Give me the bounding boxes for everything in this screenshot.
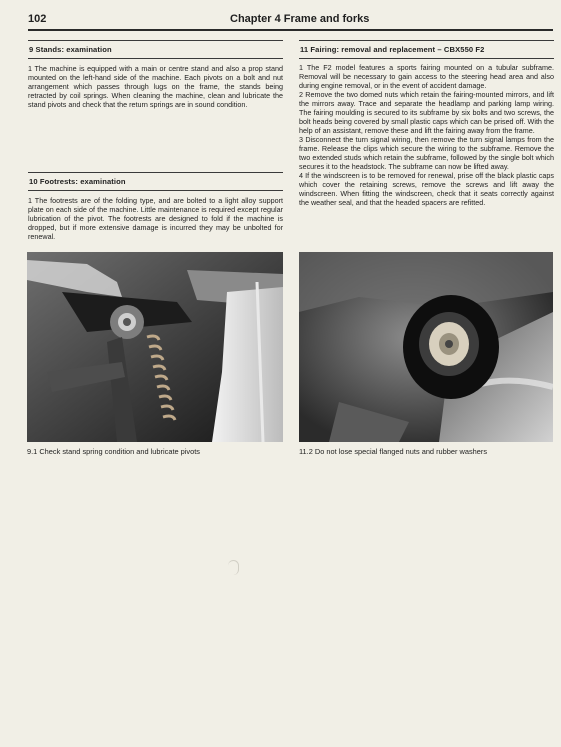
section-rule [299,58,554,59]
paragraph: 2 Remove the two domed nuts which retain the fairing-mounted mirrors, and lift the mirrors away. Trace and separate the headlamp and parking lamp wiring. The fairing moulding is secured to its subframe by six bolts and two screws, the bolt heads being covered by small plastic caps which can be prised off. With the help of an assistant, remove these and lift the fairing away from the frame. [299,90,554,135]
paragraph: 1 The machine is equipped with a main or centre stand and also a prop stand mounted on the left-hand side of the machine. Each pivots on a bolt and nut arrangement which passes through lugs on the frame, the stands being retracted by coil springs. When cleaning the machine, clean and lubricate the stand pivots and check that the return springs are in sound condition. [28,64,283,109]
section-fairing [299,40,554,207]
section-rule [28,58,283,59]
photo-flanged-nut [299,252,553,442]
section-title: 9 Stands: examination [29,45,112,54]
paragraph: 1 The F2 model features a sports fairing mounted on a tubular subframe. Removal will be necessary to gain access to the steering head area and also during engine removal, or in the event of accident damage. [299,63,554,90]
figure-caption: 9.1 Check stand spring condition and lubricate pivots [27,447,200,456]
chapter-title: Chapter 4 Frame and forks [230,13,370,25]
section-title: 10 Footrests: examination [29,177,126,186]
section-footrests [28,172,283,241]
paper-mark [228,560,239,575]
header-rule [28,29,553,31]
stand-spring-illustration [27,252,283,442]
photo-stand-spring [27,252,283,442]
paragraph: 4 If the windscreen is to be removed for renewal, prise off the black plastic caps which cover the retaining screws, remove the screws and lift away the windscreen. When fitting the windscreen, check that it seats correctly against the weather seal, and that the headed spacers are refitted. [299,171,554,207]
figure-caption: 11.2 Do not lose special flanged nuts and rubber washers [299,447,488,456]
flanged-nut-illustration [299,252,553,442]
section-stands [28,40,283,109]
page-number: 102 [28,13,47,25]
section-rule [28,190,283,191]
paragraph: 3 Disconnect the turn signal wiring, then remove the turn signal lamps from the frame. Release the clips which secure the wiring to the subframe. Remove the two extended studs which retain the subframe, followed by the single bolt which secures it to the headstock. The subframe can now be lifted away. [299,135,554,171]
paragraph: 1 The footrests are of the folding type, and are bolted to a light alloy support plate on each side of the machine. Little maintenance is required except regular lubrication of the pivot. The footrests are designed to fold if the machine is dropped, but if more extensive damage is incurred they may be unbolted for renewal. [28,196,283,241]
section-title: 11 Fairing: removal and replacement – CBX550 F2 [300,45,485,54]
